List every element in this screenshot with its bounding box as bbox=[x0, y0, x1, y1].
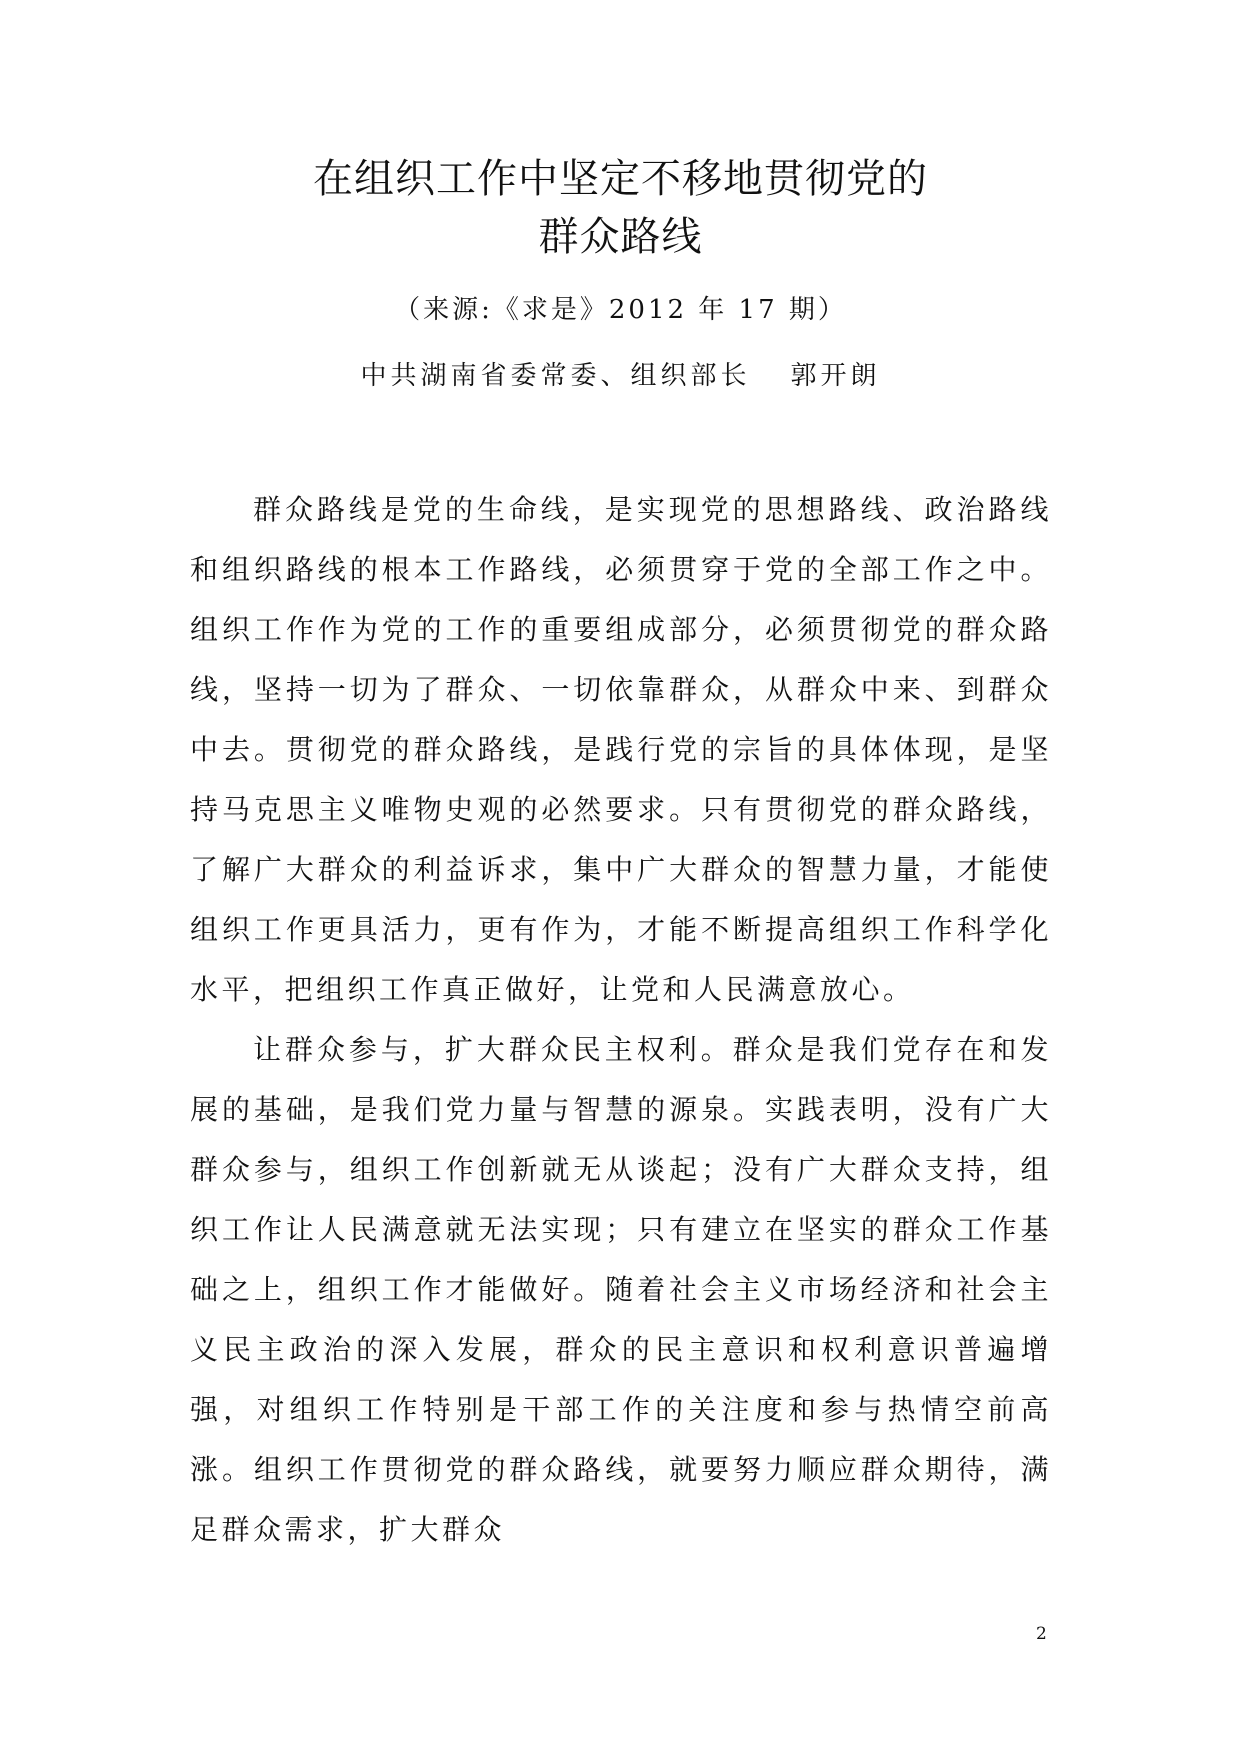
paragraph: 群众路线是党的生命线，是实现党的思想路线、政治路线和组织路线的根本工作路线，必须贯穿于党的全部工作之中。组织工作作为党的工作的重要组成部分，必须贯彻党的群众路线，坚持一切为了群众、一切依靠群众，从群众中来、到群众中去。贯彻党的群众路线，是践行党的宗旨的具体体现，是坚持马克思主义唯物史观的必然要求。只有贯彻党的群众路线，了解广大群众的利益诉求，集中广大群众的智慧力量，才能使组织工作更具活力，更有作为，才能不断提高组织工作科学化水平，把组织工作真正做好，让党和人民满意放心。 bbox=[190, 493, 1052, 1006]
author-line bbox=[0, 356, 1241, 396]
title-line-2: 群众路线 bbox=[538, 214, 703, 260]
title-line-1: 在组织工作中坚定不移地贯彻党的 bbox=[313, 156, 928, 202]
source-line: （来源:《求是》2012 年 17 期） bbox=[394, 295, 847, 325]
page-number: 2 bbox=[1036, 1624, 1047, 1644]
author-position: 中共湖南省委常委、组织部长 bbox=[360, 361, 751, 391]
article-body bbox=[190, 480, 1052, 1560]
paragraph: 让群众参与，扩大群众民主权利。群众是我们党存在和发展的基础，是我们党力量与智慧的源泉。实践表明，没有广大群众参与，组织工作创新就无从谈起；没有广大群众支持，组织工作让人民满意就无法实现；只有建立在坚实的群众工作基础之上，组织工作才能做好。随着社会主义市场经济和社会主义民主政治的深入发展，群众的民主意识和权利意识普遍增强，对组织工作特别是干部工作的关注度和参与热情空前高涨。组织工作贯彻党的群众路线，就要努力顺应群众期待，满足群众需求，扩大群众 bbox=[190, 1033, 1052, 1546]
author-name: 郭开朗 bbox=[790, 361, 881, 391]
article-title bbox=[0, 150, 1241, 266]
